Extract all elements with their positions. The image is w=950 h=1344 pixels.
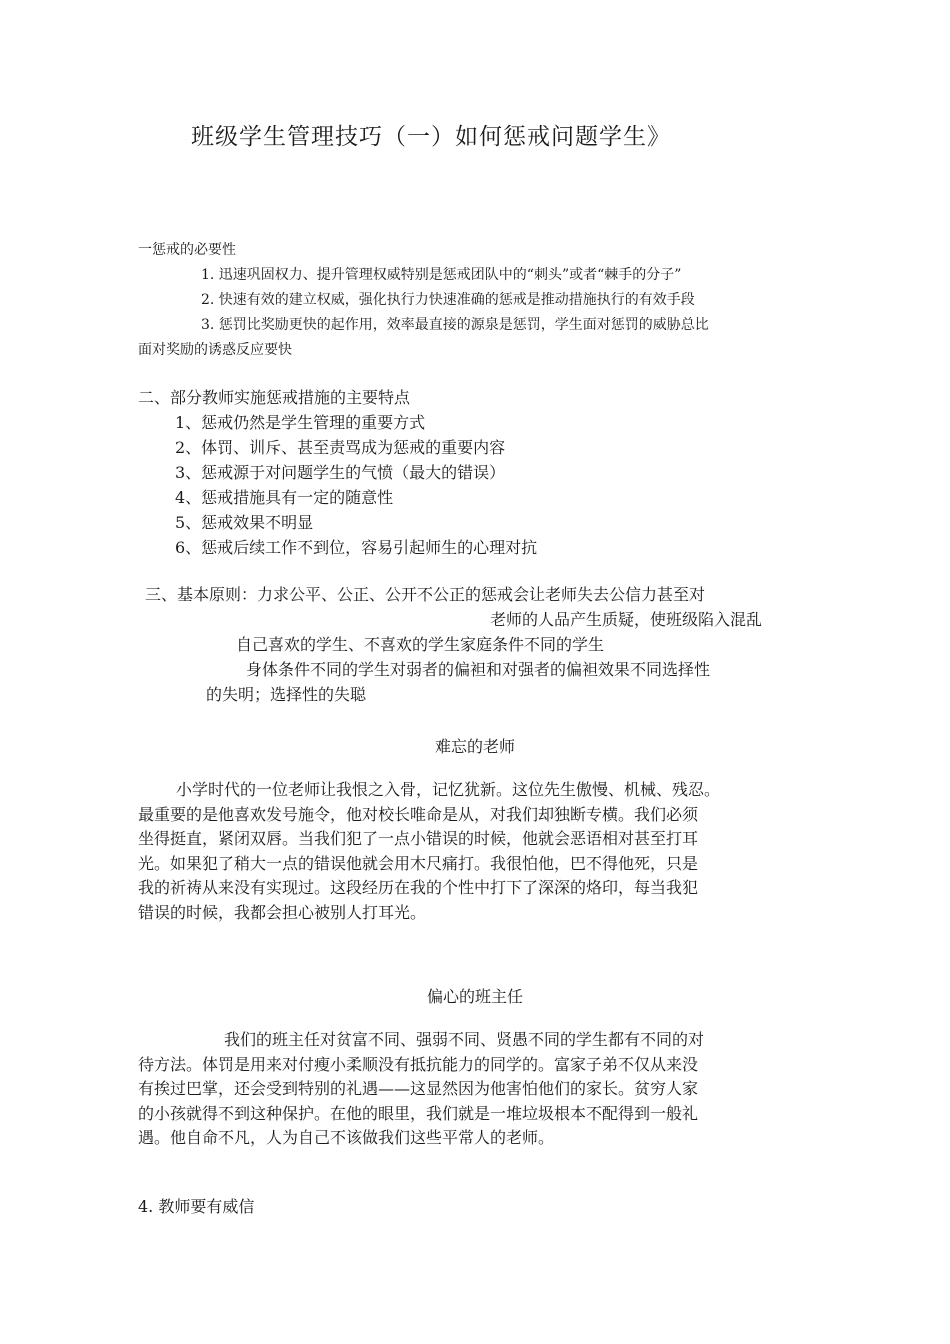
section2-item: 2、体罚、训斥、甚至责骂成为惩戒的重要内容 bbox=[175, 438, 506, 457]
section1-item: 2. 快速有效的建立权威，强化执行力快速准确的惩戒是推动措施执行的有效手段 bbox=[201, 292, 695, 308]
story1-line: 最重要的是他喜欢发号施令，他对校长唯命是从，对我们却独断专横。我们必须 bbox=[138, 804, 699, 824]
section1-continuation: 面对奖励的诱惑反应要快 bbox=[138, 342, 292, 358]
story2-line: 的小孩就得不到这种保护。在他的眼里，我们就是一堆垃圾根本不配得到一般礼 bbox=[138, 1103, 699, 1123]
story1-line: 错误的时候，我都会担心被别人打耳光。 bbox=[138, 902, 427, 922]
section3-line: 三、基本原则：力求公平、公正、公开不公正的惩戒会让老师失去公信力甚至对 bbox=[145, 585, 706, 604]
story1-line: 坐得挺直，紧闭双唇。当我们犯了一点小错误的时候，他就会恶语相对甚至打耳 bbox=[138, 829, 699, 848]
section1-item: 1. 迅速巩固权力、提升管理权威特别是惩戒团队中的“刺头”或者“棘手的分子” bbox=[201, 267, 682, 283]
section2-heading: 二、部分教师实施惩戒措施的主要特点 bbox=[138, 388, 411, 407]
section2-item: 4、惩戒措施具有一定的随意性 bbox=[175, 488, 394, 507]
section1-item: 3. 惩罚比奖励更快的起作用，效率最直接的源泉是惩罚，学生面对惩罚的威胁总比 bbox=[201, 317, 709, 333]
story2-line: 有挨过巴掌，还会受到特别的礼遇——这显然因为他害怕他们的家长。贫穷人家 bbox=[138, 1079, 699, 1098]
section3-line: 身体条件不同的学生对弱者的偏袒和对强者的偏袒效果不同选择性 bbox=[246, 660, 711, 679]
story2-line: 待方法。体罚是用来对付瘦小柔顺没有抵抗能力的同学的。富家子弟不仅从来没 bbox=[138, 1054, 699, 1074]
section4-heading: 4. 教师要有威信 bbox=[138, 1197, 255, 1216]
section2-item: 6、惩戒后续工作不到位，容易引起师生的心理对抗 bbox=[175, 538, 538, 557]
section3-line: 的失明；选择性的失聪 bbox=[206, 685, 367, 704]
story2-line: 我们的班主任对贫富不同、强弱不同、贤愚不同的学生都有不同的对 bbox=[224, 1030, 705, 1049]
section1-heading: 一惩戒的必要性 bbox=[138, 242, 236, 258]
story1-line: 小学时代的一位老师让我恨之入骨，记忆犹新。这位先生傲慢、机械、残忍。 bbox=[176, 780, 721, 799]
section2-item: 5、惩戒效果不明显 bbox=[175, 513, 314, 532]
section2-item: 1、惩戒仍然是学生管理的重要方式 bbox=[175, 413, 426, 432]
story1-paragraph bbox=[138, 778, 720, 925]
story2-title: 偏心的班主任 bbox=[426, 987, 523, 1006]
story2-line: 遇。他自命不凡，人为自己不该做我们这些平常人的老师。 bbox=[138, 1128, 555, 1147]
section3-line: 老师的人品产生质疑，使班级陷入混乱 bbox=[490, 610, 763, 629]
story1-title: 难忘的老师 bbox=[434, 737, 515, 756]
story1-line: 我的祈祷从来没有实现过。这段经历在我的个性中打下了深深的烙印，每当我犯 bbox=[138, 878, 699, 897]
section2-item: 3、惩戒源于对问题学生的气愤（最大的错误） bbox=[175, 463, 506, 482]
page-title: 班级学生管理技巧（一）如何惩戒问题学生》 bbox=[191, 124, 671, 150]
story2-paragraph bbox=[138, 1028, 704, 1151]
story1-line: 光。如果犯了稍大一点的错误他就会用木尺痛打。我很怕他，巴不得他死，只是 bbox=[138, 853, 699, 873]
section3-line: 自己喜欢的学生、不喜欢的学生家庭条件不同的学生 bbox=[236, 635, 605, 654]
